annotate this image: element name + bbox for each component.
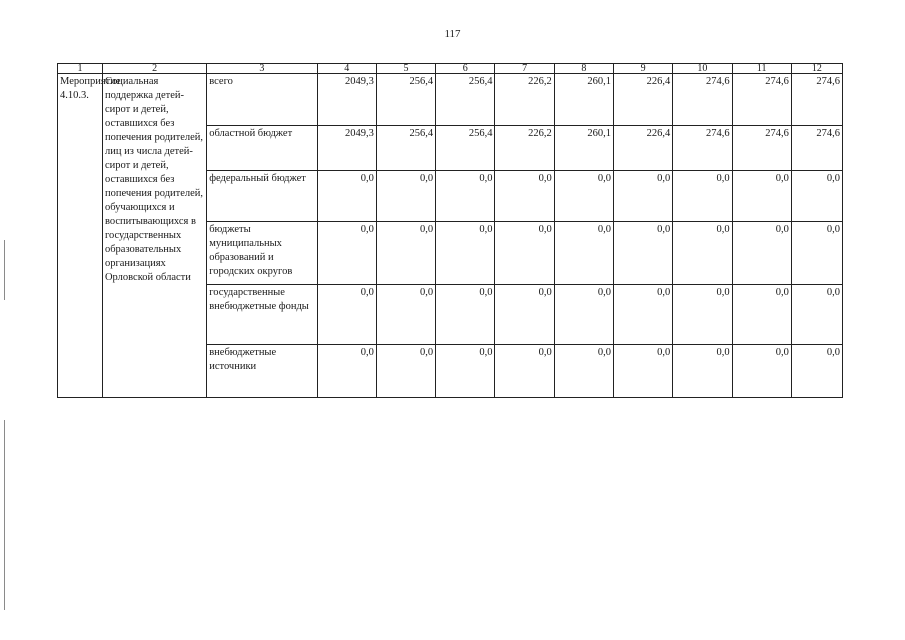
funding-source-cell: государственные внебюджетные фонды (207, 285, 317, 345)
value-cell: 0,0 (554, 171, 613, 222)
value-cell: 0,0 (614, 345, 673, 398)
value-cell: 274,6 (791, 126, 842, 171)
value-cell: 0,0 (317, 345, 376, 398)
scan-artifact-line (4, 240, 5, 300)
column-header: 4 (317, 64, 376, 74)
value-cell: 0,0 (376, 171, 435, 222)
table-row (58, 74, 843, 126)
header-row (58, 64, 843, 74)
description-cell: Социальная поддержка детей-сирот и детей, оставшихся без попечения родителей, лиц из числа детей-сирот и детей, оставшихся без попечения родителей, обучающихся и воспитывающихся в государственных образовательных организациях Орловской области (102, 74, 206, 398)
column-header: 10 (673, 64, 732, 74)
funding-source-cell: бюджеты муниципальных образований и городских округов (207, 222, 317, 285)
column-header: 3 (207, 64, 317, 74)
value-cell: 0,0 (673, 171, 732, 222)
value-cell: 0,0 (495, 222, 554, 285)
measure-cell: Мероприятие 4.10.3. (58, 74, 103, 398)
value-cell: 0,0 (495, 171, 554, 222)
value-cell: 0,0 (554, 222, 613, 285)
value-cell: 0,0 (791, 285, 842, 345)
value-cell: 0,0 (614, 171, 673, 222)
column-header: 2 (102, 64, 206, 74)
value-cell: 0,0 (436, 222, 495, 285)
value-cell: 226,4 (614, 126, 673, 171)
value-cell: 0,0 (554, 345, 613, 398)
column-header: 6 (436, 64, 495, 74)
value-cell: 260,1 (554, 126, 613, 171)
value-cell: 0,0 (317, 222, 376, 285)
value-cell: 0,0 (732, 222, 791, 285)
value-cell: 274,6 (673, 74, 732, 126)
funding-source-cell: всего (207, 74, 317, 126)
value-cell: 0,0 (673, 222, 732, 285)
value-cell: 0,0 (436, 345, 495, 398)
value-cell: 0,0 (554, 285, 613, 345)
value-cell: 0,0 (732, 171, 791, 222)
value-cell: 256,4 (376, 74, 435, 126)
value-cell: 0,0 (791, 222, 842, 285)
column-header: 7 (495, 64, 554, 74)
value-cell: 0,0 (436, 171, 495, 222)
value-cell: 0,0 (673, 345, 732, 398)
value-cell: 256,4 (436, 126, 495, 171)
value-cell: 274,6 (673, 126, 732, 171)
value-cell: 256,4 (436, 74, 495, 126)
column-header: 8 (554, 64, 613, 74)
value-cell: 0,0 (376, 222, 435, 285)
page-number: 117 (444, 28, 461, 40)
value-cell: 0,0 (495, 285, 554, 345)
value-cell: 2049,3 (317, 74, 376, 126)
scan-artifact-line (4, 420, 5, 610)
value-cell: 0,0 (317, 285, 376, 345)
funding-source-cell: областной бюджет (207, 126, 317, 171)
value-cell: 2049,3 (317, 126, 376, 171)
value-cell: 274,6 (791, 74, 842, 126)
value-cell: 0,0 (614, 285, 673, 345)
value-cell: 0,0 (436, 285, 495, 345)
value-cell: 0,0 (673, 285, 732, 345)
value-cell: 226,2 (495, 74, 554, 126)
value-cell: 0,0 (495, 345, 554, 398)
column-header: 1 (58, 64, 103, 74)
budget-table (57, 63, 843, 398)
column-header: 9 (614, 64, 673, 74)
value-cell: 260,1 (554, 74, 613, 126)
funding-source-cell: внебюджетные источники (207, 345, 317, 398)
column-header: 11 (732, 64, 791, 74)
column-header: 5 (376, 64, 435, 74)
value-cell: 226,4 (614, 74, 673, 126)
value-cell: 0,0 (732, 345, 791, 398)
funding-source-cell: федеральный бюджет (207, 171, 317, 222)
value-cell: 0,0 (376, 285, 435, 345)
value-cell: 0,0 (614, 222, 673, 285)
value-cell: 256,4 (376, 126, 435, 171)
value-cell: 0,0 (317, 171, 376, 222)
value-cell: 274,6 (732, 74, 791, 126)
value-cell: 0,0 (376, 345, 435, 398)
value-cell: 226,2 (495, 126, 554, 171)
value-cell: 0,0 (791, 171, 842, 222)
value-cell: 0,0 (732, 285, 791, 345)
value-cell: 274,6 (732, 126, 791, 171)
column-header: 12 (791, 64, 842, 74)
value-cell: 0,0 (791, 345, 842, 398)
